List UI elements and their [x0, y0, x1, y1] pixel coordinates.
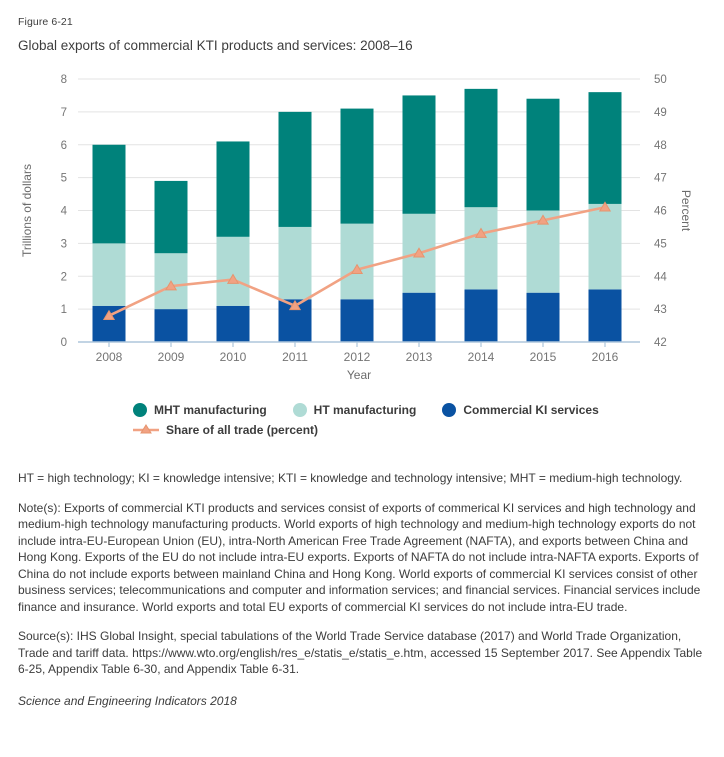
bar-segment — [341, 109, 374, 224]
y-right-tick-label: 46 — [654, 205, 667, 218]
y-left-tick-label: 0 — [60, 337, 67, 349]
x-tick-label: 2009 — [157, 350, 185, 364]
figure-number: Figure 6-21 — [18, 16, 73, 28]
y-left-tick-label: 1 — [60, 304, 67, 317]
y-left-tick-label: 3 — [60, 238, 67, 251]
x-tick-label: 2014 — [467, 350, 495, 364]
report-title: Science and Engineering Indicators 2018 — [18, 693, 237, 708]
y-left-tick-label: 2 — [60, 271, 67, 284]
y-left-tick-label: 7 — [60, 106, 67, 119]
x-tick-label: 2015 — [529, 350, 557, 364]
legend-item — [293, 401, 417, 418]
source-text: Source(s): IHS Global Insight, special tabulations of the World Trade Service database (2017) and World Trade Organization, Trade and tariff data. https://www.wto.org/english/res_e/statis_e/statis_e.htm, accessed 15 September 2017. See Appendix Table 6-25, Appendix Table 6-30, and Appendix Table 6-31. — [18, 629, 703, 676]
y-left-tick-label: 4 — [60, 205, 67, 218]
notes-section — [18, 470, 710, 678]
abbreviations-text: HT = high technology; KI = knowledge intensive; KTI = knowledge and technology intensive; MHT = medium-high technology. — [18, 471, 683, 485]
bar-segment — [217, 141, 250, 236]
y-left-axis-title: Trillions of dollars — [20, 164, 34, 257]
bar-2016 — [589, 92, 622, 342]
bar-segment — [465, 289, 498, 342]
bar-segment — [589, 92, 622, 204]
bar-segment — [217, 237, 250, 306]
y-right-tick-label: 43 — [654, 304, 667, 317]
chart-area — [18, 71, 706, 389]
bar-2014 — [465, 89, 498, 342]
bar-2012 — [341, 109, 374, 342]
bar-segment — [341, 224, 374, 300]
legend-item — [133, 421, 318, 438]
y-right-tick-label: 42 — [654, 337, 667, 349]
y-right-tick-label: 44 — [654, 271, 667, 284]
legend-item — [133, 401, 267, 418]
bar-segment — [465, 89, 498, 207]
legend-line-triangle-icon — [133, 424, 159, 435]
bar-segment — [589, 204, 622, 289]
bar-segment — [403, 293, 436, 342]
x-tick-label: 2016 — [591, 350, 619, 364]
legend-item — [442, 401, 598, 418]
y-right-tick-label: 50 — [654, 74, 667, 86]
bar-2010 — [217, 141, 250, 342]
x-axis-title: Year — [346, 368, 372, 382]
bar-segment — [527, 99, 560, 211]
legend-label: Share of all trade (percent) — [166, 422, 319, 437]
bar-2009 — [155, 181, 188, 342]
x-tick-label: 2012 — [343, 350, 371, 364]
bar-segment — [155, 309, 188, 342]
y-left-tick-label: 6 — [60, 139, 67, 152]
bar-segment — [403, 95, 436, 213]
x-axis — [78, 342, 640, 382]
y-axis-left — [20, 74, 68, 349]
x-tick-label: 2011 — [282, 350, 308, 364]
y-right-tick-label: 48 — [654, 139, 667, 152]
x-tick-label: 2013 — [405, 350, 433, 364]
bar-segment — [155, 181, 188, 253]
legend-label: MHT manufacturing — [154, 402, 267, 417]
bar-segment — [217, 306, 250, 342]
bars — [93, 89, 622, 342]
bar-segment — [465, 207, 498, 289]
x-tick-label: 2010 — [219, 350, 247, 364]
legend-circle-icon — [133, 403, 147, 417]
y-right-tick-label: 47 — [654, 172, 667, 185]
bar-segment — [279, 227, 312, 299]
bar-segment — [93, 145, 126, 244]
legend-label: HT manufacturing — [313, 402, 417, 417]
note-text: Note(s): Exports of commercial KTI products and services consist of exports of commerical KI services and high technology and medium-high technology manufacturing products. World exports of high technology and medium-high technology exports do not include intra-EU-European Union (EU), intra-North American Free Trade Agreement (NAFTA), and exports between China and Hong Kong. Exports of the EU do not include intra-EU exports. Exports of NAFTA do not include intra-NAFTA exports. Exports of China do not include exports between mainland China and Hong Kong. World exports of commercial KI services consist of other business services; telecommunications and computer and information services; and financial services. Financial services include finance and insurance. World exports and total EU exports of commercial KI services do not include intra-EU trade. — [18, 500, 701, 614]
legend-circle-icon — [442, 403, 456, 417]
y-left-tick-label: 5 — [60, 172, 67, 185]
y-left-tick-label: 8 — [60, 74, 67, 86]
x-tick-label: 2008 — [95, 350, 123, 364]
bar-segment — [279, 112, 312, 227]
chart-svg — [18, 71, 706, 389]
y-axis-right — [654, 74, 693, 349]
y-right-axis-title: Percent — [679, 189, 693, 232]
bar-segment — [589, 289, 622, 342]
bar-2013 — [403, 95, 436, 342]
bar-segment — [341, 299, 374, 342]
bar-segment — [93, 243, 126, 305]
bar-segment — [527, 293, 560, 342]
legend-circle-icon — [293, 403, 307, 417]
y-right-tick-label: 49 — [654, 106, 667, 119]
legend-label: Commercial KI services — [463, 402, 599, 417]
y-right-tick-label: 45 — [654, 238, 667, 251]
figure-title: Global exports of commercial KTI products and services: 2008–16 — [18, 38, 413, 53]
chart-legend — [133, 401, 633, 438]
